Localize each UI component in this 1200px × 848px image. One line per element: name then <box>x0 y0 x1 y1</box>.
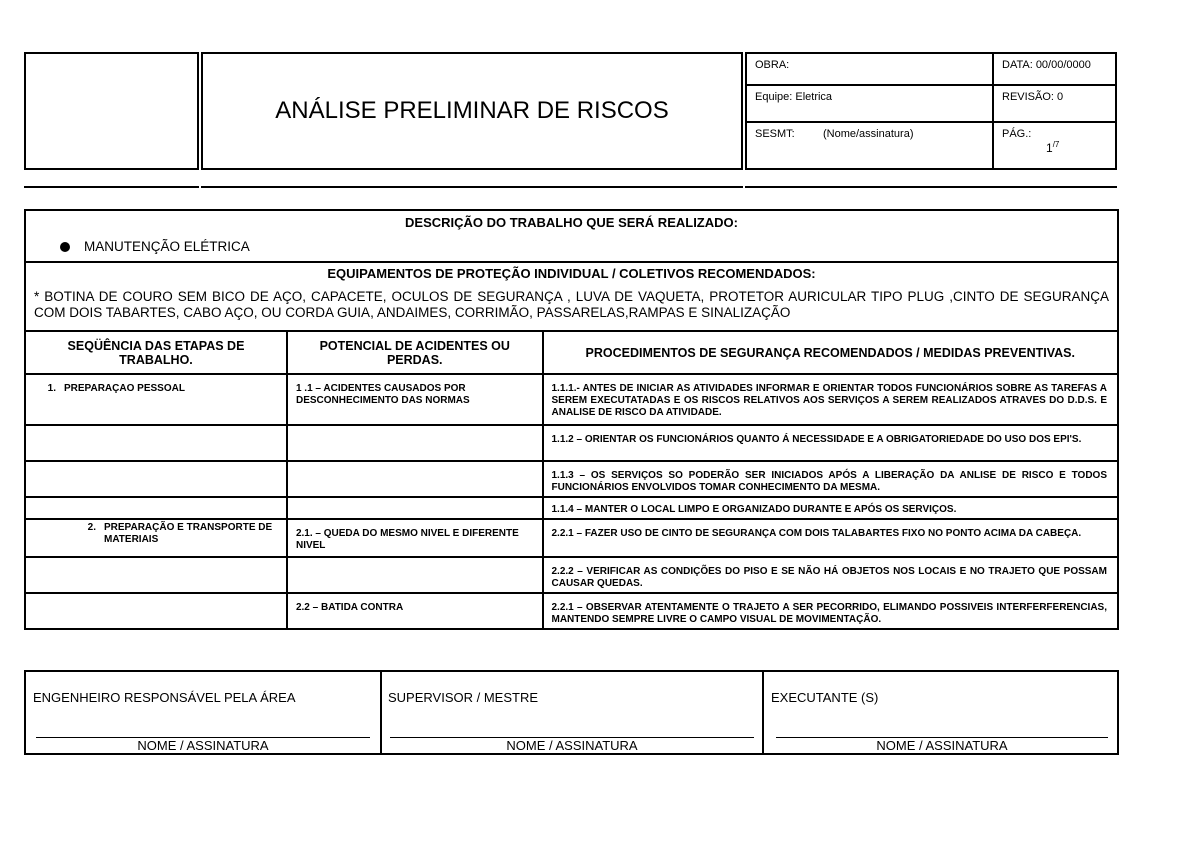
procedure-cell: 1.1.4 – MANTER O LOCAL LIMPO E ORGANIZADO DURANTE E APÓS OS SERVIÇOS. <box>543 497 1119 519</box>
risk-cell: 1 .1 – ACIDENTES CAUSADOS POR DESCONHECIMENTO DAS NORMAS <box>287 374 543 425</box>
signature-divider-2 <box>762 670 764 755</box>
description-section <box>24 209 1119 263</box>
sesmt-field: SESMT: <box>755 128 795 140</box>
sesmt-signature: (Nome/assinatura) <box>823 128 914 140</box>
procedure-cell: 2.2.1 – FAZER USO DE CINTO DE SEGURANÇA COM DOIS TALABARTES FIXO NO PONTO ACIMA DA CABEÇA. <box>543 519 1119 557</box>
table-row <box>25 557 1118 593</box>
logo-box <box>24 52 199 170</box>
signature-name-engineer: NOME / ASSINATURA <box>137 738 269 753</box>
header-procedures: PROCEDIMENTOS DE SEGURANÇA RECOMENDADOS / MEDIDAS PREVENTIVAS. <box>543 331 1119 374</box>
step-number: 2. <box>87 522 96 533</box>
table-row <box>25 593 1118 629</box>
signature-role-engineer: ENGENHEIRO RESPONSÁVEL PELA ÁREA <box>33 690 296 705</box>
procedure-cell: 2.2.2 – VERIFICAR AS CONDIÇÕES DO PISO E SE NÃO HÁ OBJETOS NOS LOCAIS E NO TRAJETO QUE POSSAM CAUSAR QUEDAS. <box>543 557 1119 593</box>
signature-name-executor: NOME / ASSINATURA <box>876 738 1008 753</box>
procedure-cell: 1.1.3 – OS SERVIÇOS SO PODERÃO SER INICIADOS APÓS A LIBERAÇÃO DA ANLISE DE RISCO E TODOS FUNCIONÁRIOS ENVOLVIDOS TOMAR CONHECIMENTO DA MESMA. <box>543 461 1119 497</box>
signature-role-supervisor: SUPERVISOR / MESTRE <box>388 690 539 705</box>
risk-cell: 2.2 – BATIDA CONTRA <box>287 593 543 629</box>
description-item <box>60 239 250 254</box>
date-field: DATA: 00/00/0000 <box>1002 59 1091 71</box>
description-item-text: MANUTENÇÃO ELÉTRICA <box>84 239 250 254</box>
separator-right <box>745 186 1117 188</box>
separator-left <box>24 186 199 188</box>
page-field: PÁG.: <box>1002 128 1032 140</box>
page-number <box>1046 140 1059 155</box>
header-risks: POTENCIAL DE ACIDENTES OU PERDAS. <box>287 331 543 374</box>
table-row <box>25 374 1118 425</box>
signature-name-supervisor: NOME / ASSINATURA <box>506 738 638 753</box>
page-total: /7 <box>1052 140 1060 149</box>
table-header-row <box>25 331 1118 374</box>
signature-divider-1 <box>380 670 382 755</box>
table-row <box>25 425 1118 461</box>
step-label: PREPARAÇAO PESSOAL <box>64 383 185 394</box>
procedure-cell: 1.1.1.- ANTES DE INICIAR AS ATIVIDADES INFORMAR E ORIENTAR TODOS FUNCIONÁRIOS SOBRE AS TAREFAS A SEREM EXECUTATADAS E OS RISCOS RELATIVOS AOS SERVIÇOS A SEREM REALIZADOS ATRAVES DO D.D.S. E ANALISE DE RISCO DA ATIVIDADE. <box>543 374 1119 425</box>
epi-text: * BOTINA DE COURO SEM BICO DE AÇO, CAPACETE, OCULOS DE SEGURANÇA , LUVA DE VAQUETA, PROTETOR AURICULAR TIPO PLUG ,CINTO DE SEGURANÇA COM DOIS TABARTES, CABO AÇO, OU CORDA GUIA, ANDAIMES, CORRIMÃO, PASSARELAS,RAMPAS E SINALIZAÇÃO <box>34 289 1109 320</box>
procedure-cell: 2.2.1 – OBSERVAR ATENTAMENTE O TRAJETO A SER PECORRIDO, ELIMANDO POSSIVEIS INTERFERFERENCIAS, MANTENDO SEMPRE LIVRE O CAMPO VISUAL DE MOVIMENTAÇÃO. <box>543 593 1119 629</box>
table-row <box>25 519 1118 557</box>
table-row <box>25 497 1118 519</box>
procedure-cell: 1.1.2 – ORIENTAR OS FUNCIONÁRIOS QUANTO Á NECESSIDADE E A OBRIGATORIEDADE DO USO DOS EPI'S. <box>543 425 1119 461</box>
epi-section <box>24 261 1119 332</box>
header-steps: SEQÜÊNCIA DAS ETAPAS DE TRABALHO. <box>25 331 287 374</box>
description-heading: DESCRIÇÃO DO TRABALHO QUE SERÁ REALIZADO: <box>405 215 738 230</box>
bullet-icon <box>60 242 70 252</box>
risk-cell: 2.1. – QUEDA DO MESMO NIVEL E DIFERENTE NIVEL <box>287 519 543 557</box>
risk-table <box>24 330 1119 630</box>
equipe-field: Equipe: Eletrica <box>755 91 833 103</box>
page-current: 1 <box>1046 141 1053 155</box>
separator-middle <box>201 186 743 188</box>
step-label: PREPARAÇÃO E TRANSPORTE DE MATERIAIS <box>104 522 273 545</box>
obra-field: OBRA: <box>755 59 790 71</box>
document-title: ANÁLISE PRELIMINAR DE RISCOS <box>201 52 743 170</box>
revisao-field: REVISÃO: 0 <box>1002 91 1064 103</box>
signature-role-executor: EXECUTANTE (S) <box>771 690 879 705</box>
table-row <box>25 461 1118 497</box>
step-number: 1. <box>47 383 56 394</box>
epi-heading: EQUIPAMENTOS DE PROTEÇÃO INDIVIDUAL / COLETIVOS RECOMENDADOS: <box>327 266 816 281</box>
